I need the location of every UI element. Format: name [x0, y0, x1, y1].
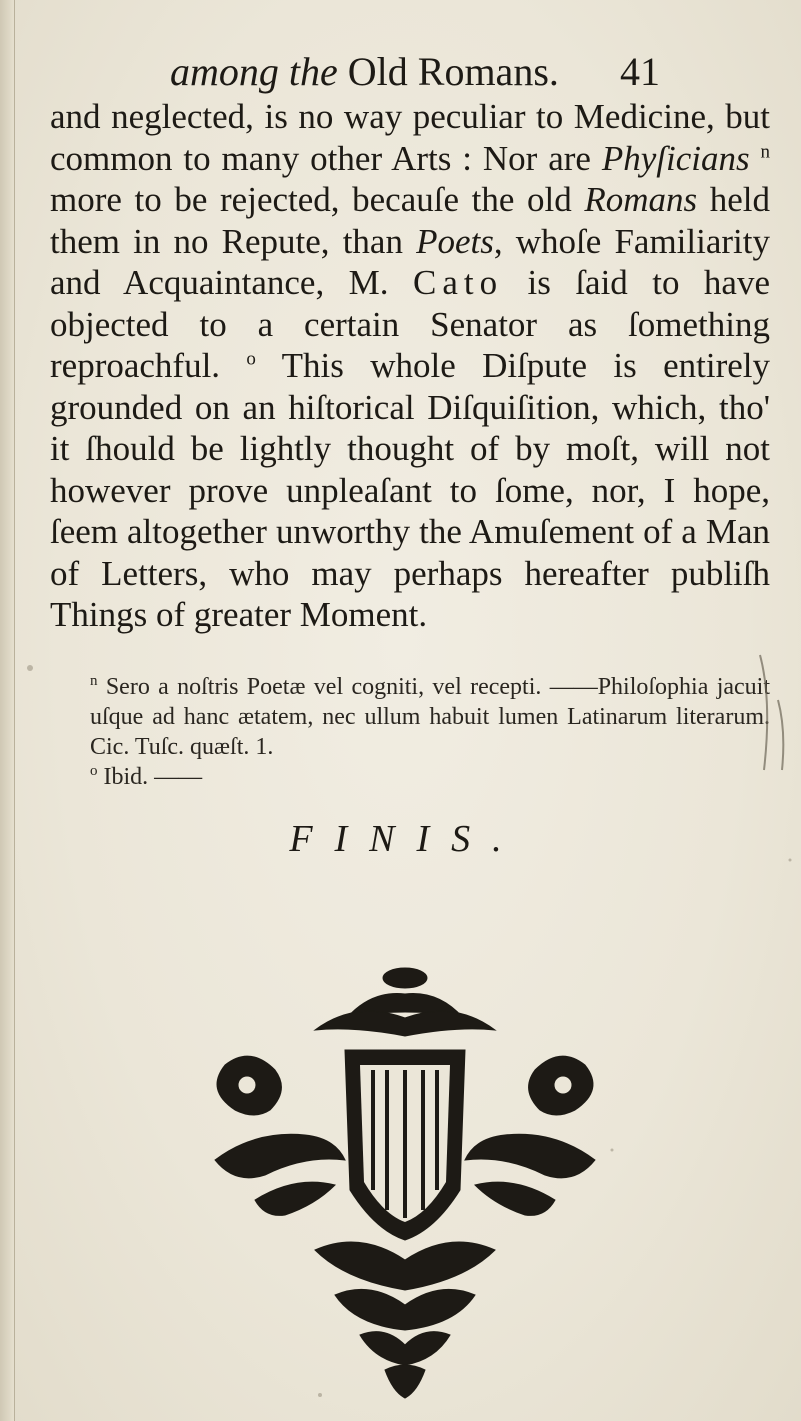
running-head-title-italic: among the — [170, 49, 338, 94]
footnote-mark-n: n — [90, 673, 98, 689]
footnote-ref-n: n — [760, 140, 770, 162]
footnote-ref-o: o — [246, 348, 256, 370]
body-segment: , whoſe Familiarity and Acquaintance, M. — [50, 221, 770, 302]
footnote-text-o: Ibid. —— — [97, 764, 203, 790]
tailpiece-ornament-icon — [195, 960, 615, 1400]
footnote-o — [50, 762, 770, 792]
footnotes — [50, 672, 770, 792]
body-segment: and neglected, is no way peculiar to Medicine, but common to many other Arts : Nor are — [50, 97, 770, 178]
body-segment: This whole Diſpute is entirely grounded on an hiſtorical Diſquiſition, which, tho' it ſhould be lightly thought of by moſt, will not however prove unpleaſant to ſome, nor, I hope, ſeem altogether unworthy the Amuſement of a Man of Letters, who may perhaps hereafter publiſh Things of greater Moment. — [50, 346, 771, 634]
body-segment: held them in no Repute, than — [50, 180, 771, 261]
italic-word-poets: Poets — [416, 221, 494, 261]
smallcaps-cato: Cato — [412, 263, 504, 302]
italic-word-romans: Romans — [584, 180, 698, 219]
page-number: 41 — [620, 49, 660, 94]
body-text — [50, 96, 770, 636]
footnote-mark-o: o — [90, 763, 98, 779]
running-head-title-upright: Old Romans. — [347, 49, 559, 94]
page-gutter — [0, 0, 15, 1421]
body-paragraph — [50, 96, 770, 636]
running-head-title — [170, 49, 559, 94]
body-segment: more to be rejected, becauſe the old — [50, 180, 585, 219]
footnote-text-n: Sero a noſtris Poetæ vel cogniti, vel recepti. ——Philoſophia jacuit uſque ad hanc ætatem, nec ullum habuit lumen Latinarum literarum. Cic. Tuſc. quæſt. 1. — [90, 674, 770, 760]
footnote-n — [50, 672, 770, 762]
italic-word-physicians: Phyſicians — [601, 138, 750, 178]
finis-heading: FINIS. — [289, 818, 524, 860]
running-head — [170, 46, 660, 98]
body-segment: is ſaid to have objected to a certain Senator as ſomething reproachful. — [50, 263, 770, 385]
